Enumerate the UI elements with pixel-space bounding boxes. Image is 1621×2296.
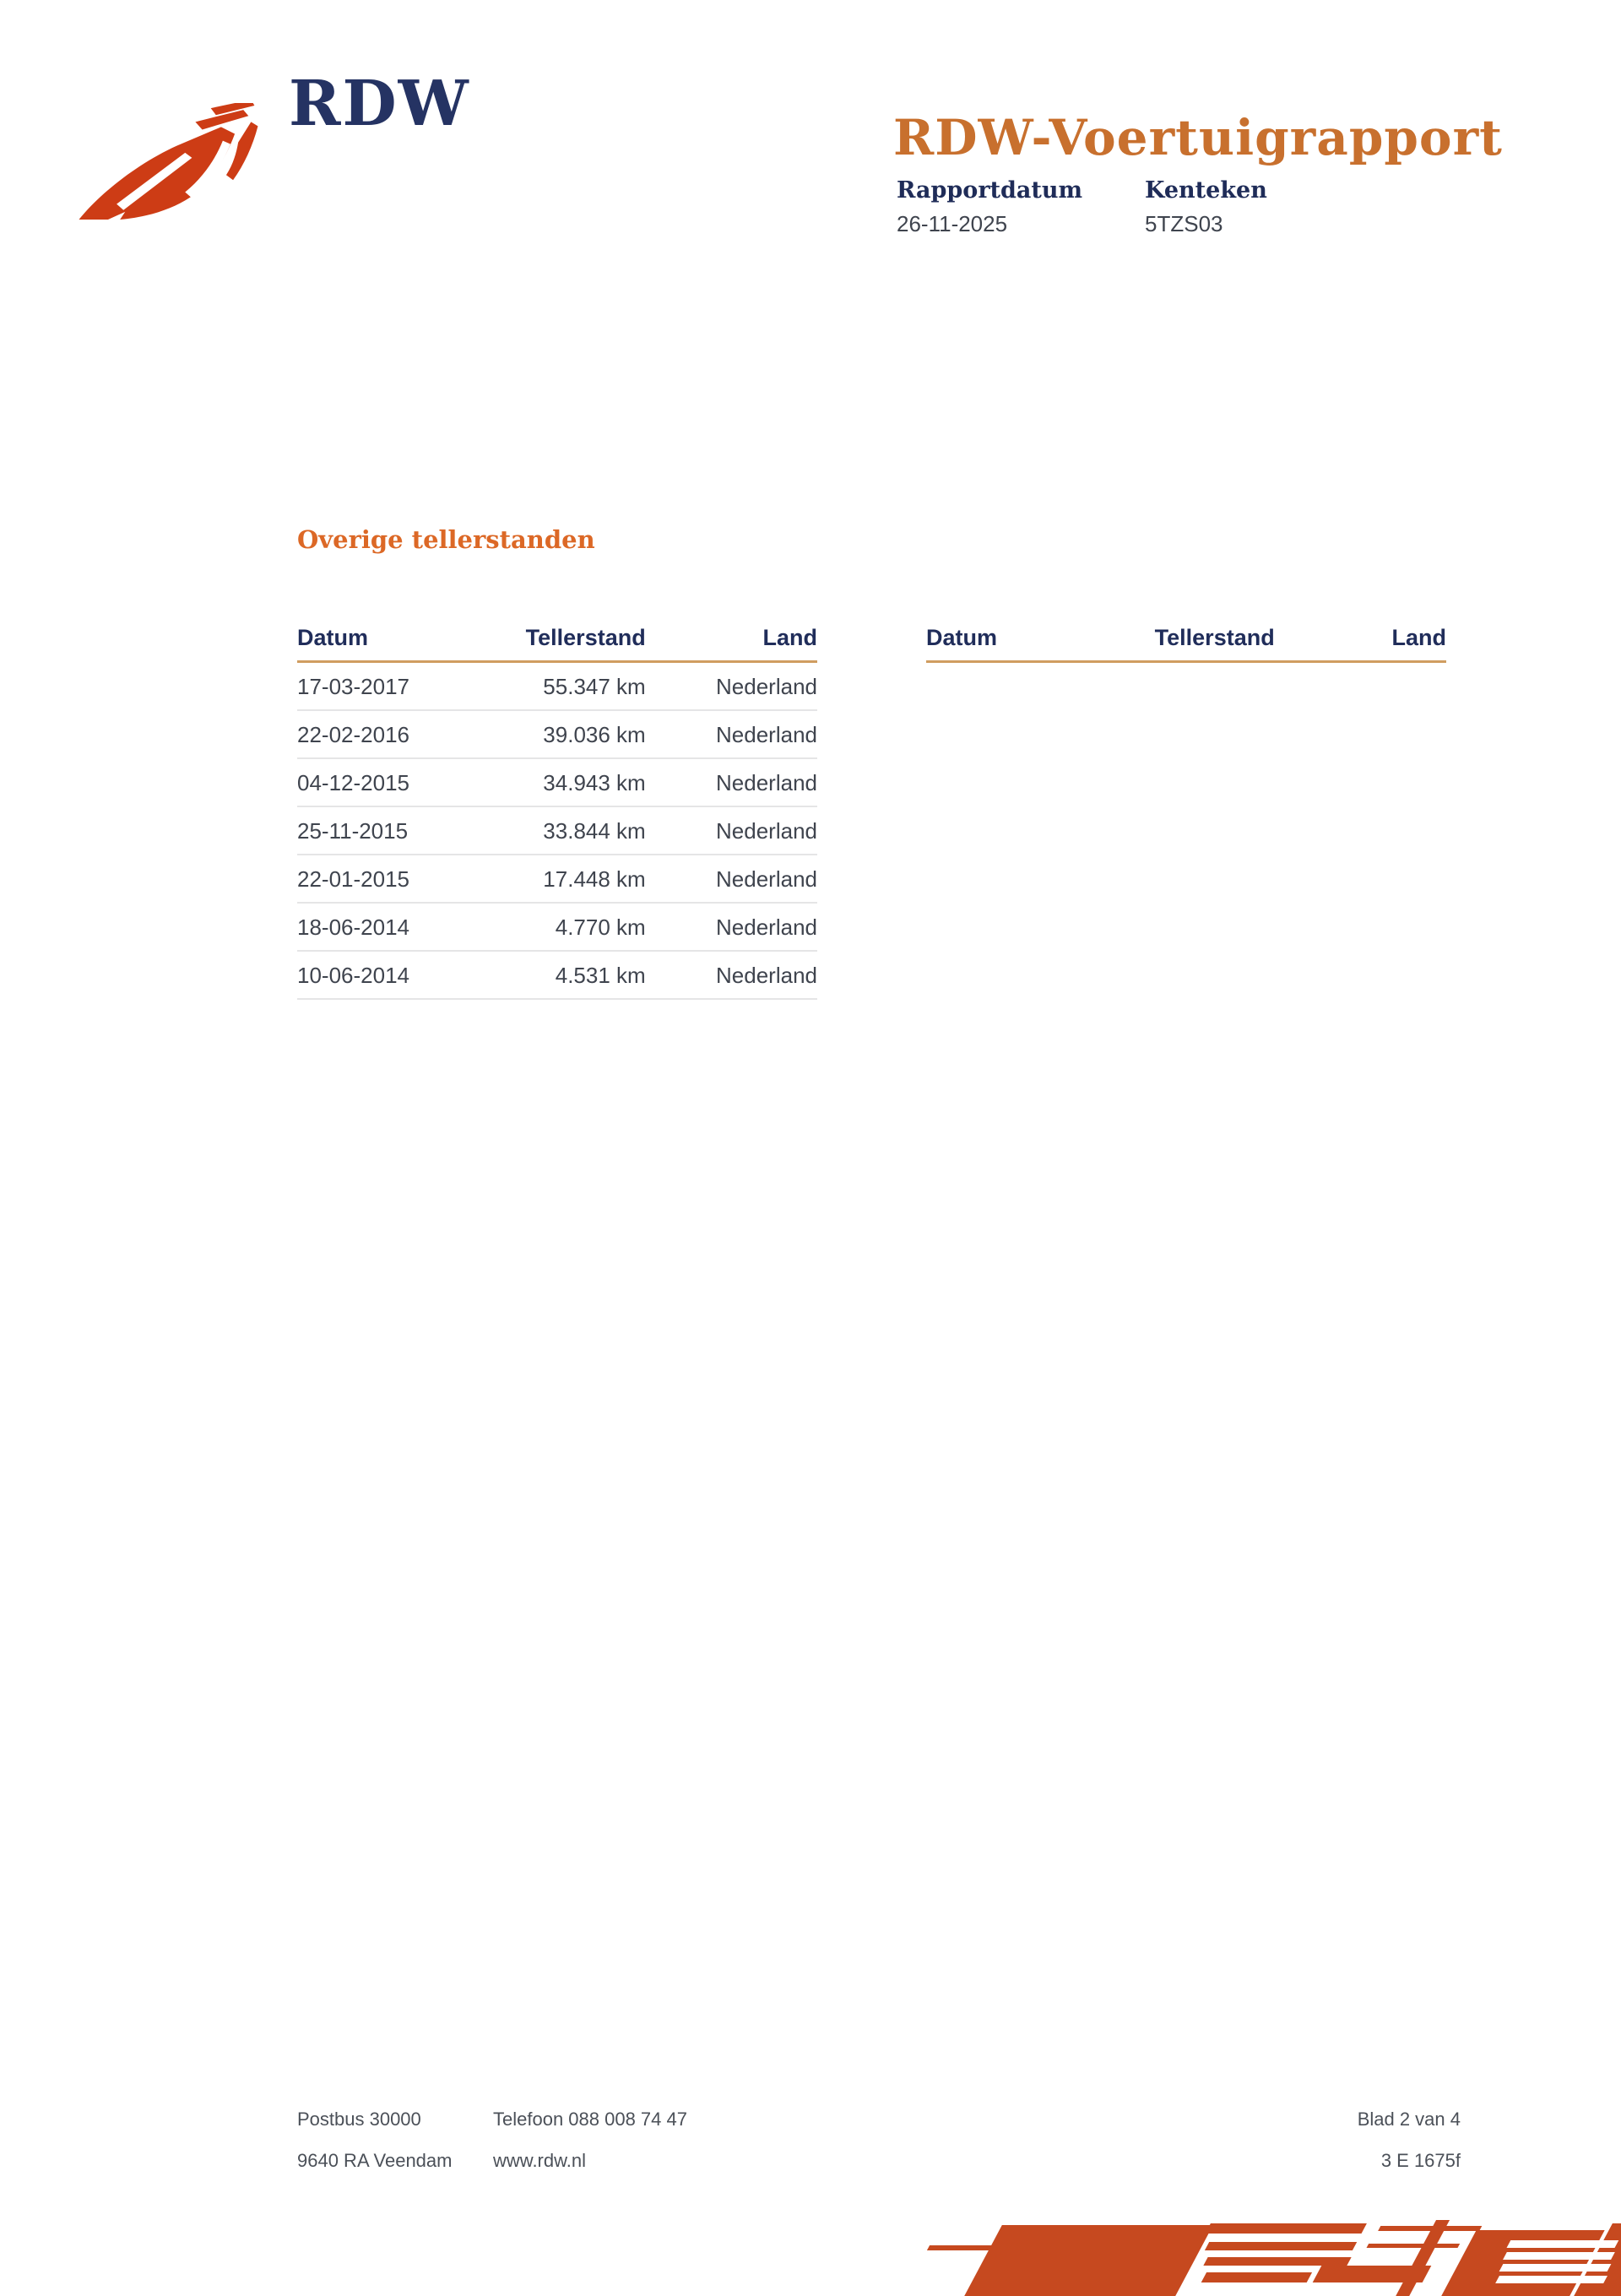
cell-land: Nederland xyxy=(646,951,817,999)
cell-tellerstand: 33.844 km xyxy=(505,806,645,855)
cell-land: Nederland xyxy=(646,662,817,711)
cell-tellerstand: 55.347 km xyxy=(505,662,645,711)
column-header-land: Land xyxy=(646,623,817,662)
table-row xyxy=(297,662,817,711)
cell-datum: 25-11-2015 xyxy=(297,806,505,855)
cell-land: Nederland xyxy=(646,855,817,903)
cell-land: Nederland xyxy=(646,903,817,951)
table-row xyxy=(297,855,817,903)
cell-tellerstand: 4.770 km xyxy=(505,903,645,951)
footer-address-line1: Postbus 30000 xyxy=(297,2109,421,2130)
table-row xyxy=(297,903,817,951)
cell-tellerstand: 4.531 km xyxy=(505,951,645,999)
odometer-table-left xyxy=(297,623,817,1000)
table-row xyxy=(297,710,817,758)
speed-stripes-icon xyxy=(912,2195,1621,2296)
report-date-label: Rapportdatum xyxy=(897,177,1083,204)
footer-website: www.rdw.nl xyxy=(493,2150,587,2171)
column-header-tellerstand: Tellerstand xyxy=(1134,623,1274,662)
cell-datum: 04-12-2015 xyxy=(297,758,505,806)
column-header-datum: Datum xyxy=(926,623,1134,662)
cell-datum: 18-06-2014 xyxy=(297,903,505,951)
column-header-land: Land xyxy=(1275,623,1446,662)
table-header-row xyxy=(926,623,1446,662)
license-plate-value: 5TZS03 xyxy=(1145,211,1223,236)
license-plate-label: Kenteken xyxy=(1145,177,1267,204)
cell-tellerstand: 34.943 km xyxy=(505,758,645,806)
table-row xyxy=(297,951,817,999)
column-header-datum: Datum xyxy=(297,623,505,662)
cell-datum: 22-01-2015 xyxy=(297,855,505,903)
cell-datum: 22-02-2016 xyxy=(297,710,505,758)
cell-land: Nederland xyxy=(646,710,817,758)
rdw-feather-icon xyxy=(74,103,265,223)
column-header-tellerstand: Tellerstand xyxy=(505,623,645,662)
footer-form-code: 3 E 1675f xyxy=(1380,2150,1461,2171)
table-header-row xyxy=(297,623,817,662)
cell-datum: 17-03-2017 xyxy=(297,662,505,711)
cell-land: Nederland xyxy=(646,806,817,855)
table-row xyxy=(297,758,817,806)
report-title: RDW-Voertuigrapport xyxy=(893,108,1503,166)
cell-tellerstand: 39.036 km xyxy=(505,710,645,758)
odometer-table-right xyxy=(926,623,1446,663)
cell-tellerstand: 17.448 km xyxy=(505,855,645,903)
cell-land: Nederland xyxy=(646,758,817,806)
report-date-value: 26-11-2025 xyxy=(897,211,1008,236)
section-title: Overige tellerstanden xyxy=(297,525,595,555)
rdw-wordmark: RDW xyxy=(289,68,470,140)
footer-page-indicator: Blad 2 van 4 xyxy=(1357,2109,1461,2130)
table-row xyxy=(297,806,817,855)
footer-address-line2: 9640 RA Veendam xyxy=(297,2150,453,2171)
cell-datum: 10-06-2014 xyxy=(297,951,505,999)
footer-phone: Telefoon 088 008 74 47 xyxy=(493,2109,687,2130)
